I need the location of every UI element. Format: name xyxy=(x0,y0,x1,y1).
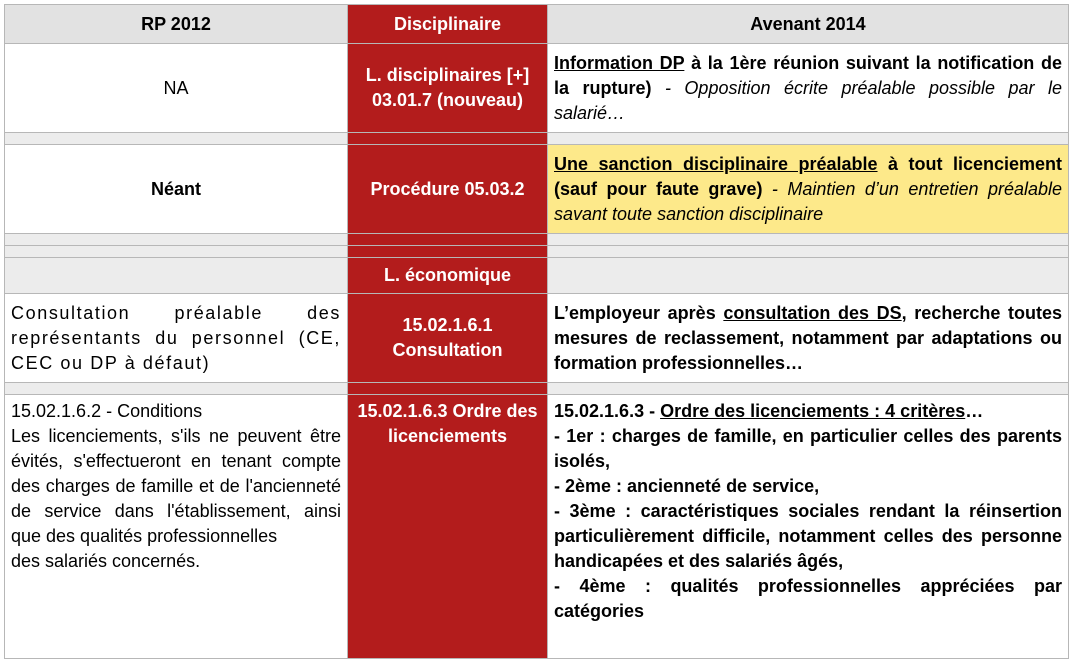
row2-underlined-text: Une sanction disciplinaire préalable xyxy=(554,153,878,174)
criterion-item: - 2ème : ancienneté de service, xyxy=(554,476,820,496)
row-consultation xyxy=(5,294,1069,383)
section-economic-row xyxy=(5,258,1069,294)
row2-italic-text: - Maintien d’un entretien préalable savant toute sanction disciplinaire xyxy=(554,178,1062,224)
header-disciplinaire: Disciplinaire xyxy=(348,5,548,44)
row-procedure xyxy=(5,145,1069,234)
row4-right-title-underlined: Ordre des licenciements : 4 critères xyxy=(660,401,966,421)
row3-underlined-text: consultation des DS xyxy=(723,302,902,323)
row3-text-start: L’employeur après xyxy=(554,302,724,323)
row4-right-title-tail: … xyxy=(965,401,984,421)
row3-rp2012-cell: Consultation préalable des représentants du personnel (CE, CEC ou DP à défaut) xyxy=(5,294,348,383)
row-disciplinary-dismissal xyxy=(5,44,1069,133)
criterion-item: - 3ème : caractéristiques sociales rendant la réinsertion particulièrement difficile, notamment celles des personne handicapées et des salariés âgés, xyxy=(554,501,1062,571)
row3-avenant-cell xyxy=(548,294,1069,383)
row1-underlined-text: Information DP xyxy=(554,52,685,73)
spacer-row xyxy=(5,246,1069,258)
row4-avenant-cell xyxy=(548,395,1069,659)
row2-bold-text: à tout licenciement (sauf pour faute grave) xyxy=(554,153,1062,199)
row4-rp2012-cell xyxy=(5,395,348,659)
spacer-row xyxy=(5,133,1069,145)
row4-right-title xyxy=(554,399,1062,424)
row1-article-cell: L. disciplinaires [+] 03.01.7 (nouveau) xyxy=(348,44,548,133)
row1-avenant-cell xyxy=(548,44,1069,133)
row4-article-cell: 15.02.1.6.3 Ordre des licenciements xyxy=(348,395,548,659)
row2-avenant-cell xyxy=(548,145,1069,234)
row-dismissal-order xyxy=(5,395,1069,659)
row1-italic-text: - Opposition écrite préalable possible par le salarié… xyxy=(554,77,1062,123)
criterion-item: - 1er : charges de famille, en particulier celles des parents isolés, xyxy=(554,426,1062,471)
spacer-row xyxy=(5,383,1069,395)
header-avenant2014: Avenant 2014 xyxy=(548,5,1069,44)
row2-article-cell: Procédure 05.03.2 xyxy=(348,145,548,234)
header-row xyxy=(5,5,1069,44)
row4-right-prefix: 15.02.1.6.3 - xyxy=(554,401,661,421)
row1-rp2012-cell: NA xyxy=(5,44,348,133)
row3-text-end: , recherche toutes mesures de reclassement, notamment par adaptations ou formation professionnelles… xyxy=(554,302,1062,373)
row4-left-end: des salariés concernés. xyxy=(11,551,201,571)
row1-bold-text: à la 1ère réunion suivant la notification de la rupture) xyxy=(554,52,1063,98)
criterion-item: - 4ème : qualités professionnelles appréciées par catégories xyxy=(554,576,1062,621)
section-economic-label: L. économique xyxy=(348,258,548,294)
row4-left-body: Les licenciements, s'ils ne peuvent être évités, s'effectueront en tenant compte des charges de famille et de l'ancienneté de service dans l'établissement, ainsi que des qualités professionnelles xyxy=(11,426,341,546)
comparison-table xyxy=(4,4,1069,659)
row3-article-cell: 15.02.1.6.1 Consultation xyxy=(348,294,548,383)
header-rp2012: RP 2012 xyxy=(5,5,348,44)
spacer-row xyxy=(5,234,1069,246)
row4-left-title: 15.02.1.6.2 - Conditions xyxy=(11,401,203,421)
row2-rp2012-cell: Néant xyxy=(5,145,348,234)
